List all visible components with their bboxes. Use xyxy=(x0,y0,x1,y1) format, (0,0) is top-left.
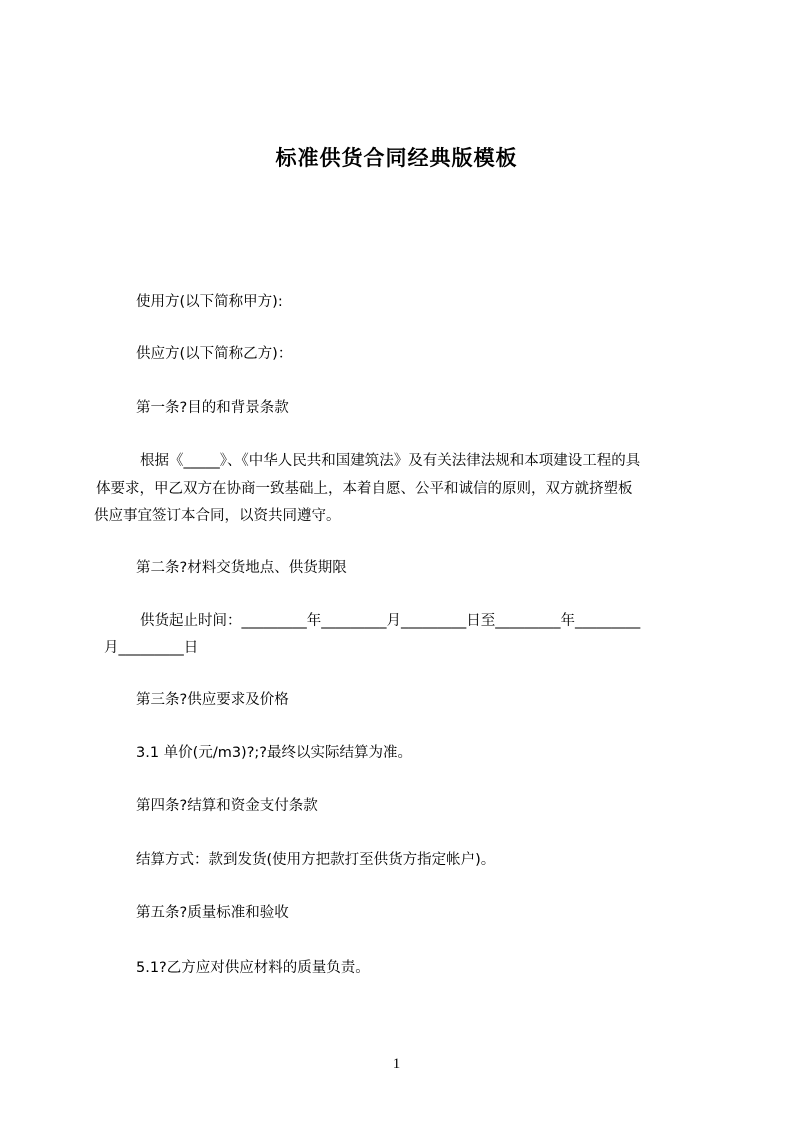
article-3-heading: 第三条?供应要求及价格 xyxy=(136,692,289,708)
article-4-heading: 第四条?结算和资金支付条款 xyxy=(136,798,318,814)
article-2-text-line: 月_________日 xyxy=(104,640,199,656)
article-5-text: 5.1?乙方应对供应材料的质量负责。 xyxy=(136,960,370,976)
document-title: 标准供货合同经典版模板 xyxy=(275,146,518,170)
page-number: 1 xyxy=(392,1056,401,1072)
article-2-heading: 第二条?材料交货地点、供货期限 xyxy=(136,560,347,576)
party-b-line: 供应方(以下简称乙方)： xyxy=(136,346,293,362)
article-1-text-line: 供应事宜签订本合同，以资共同遵守。 xyxy=(94,508,341,524)
article-2-text-line: 供货起止时间：_________年_________月_________日至_________年_________ xyxy=(140,613,641,629)
article-1-heading: 第一条?目的和背景条款 xyxy=(136,400,289,416)
article-1-text-line: 体要求，甲乙双方在协商一致基础上，本着自愿、公平和诚信的原则，双方就挤塑板 xyxy=(96,481,633,497)
article-4-text: 结算方式：款到发货(使用方把款打至供货方指定帐户)。 xyxy=(136,852,496,868)
article-5-heading: 第五条?质量标准和验收 xyxy=(136,905,289,921)
article-3-text: 3.1 单价(元/m3)?;?最终以实际结算为准。 xyxy=(136,745,412,761)
article-1-text-line: 根据《_____》、《中华人民共和国建筑法》及有关法律法规和本项建设工程的具 xyxy=(140,453,641,469)
party-a-line: 使用方(以下简称甲方): xyxy=(136,294,283,310)
